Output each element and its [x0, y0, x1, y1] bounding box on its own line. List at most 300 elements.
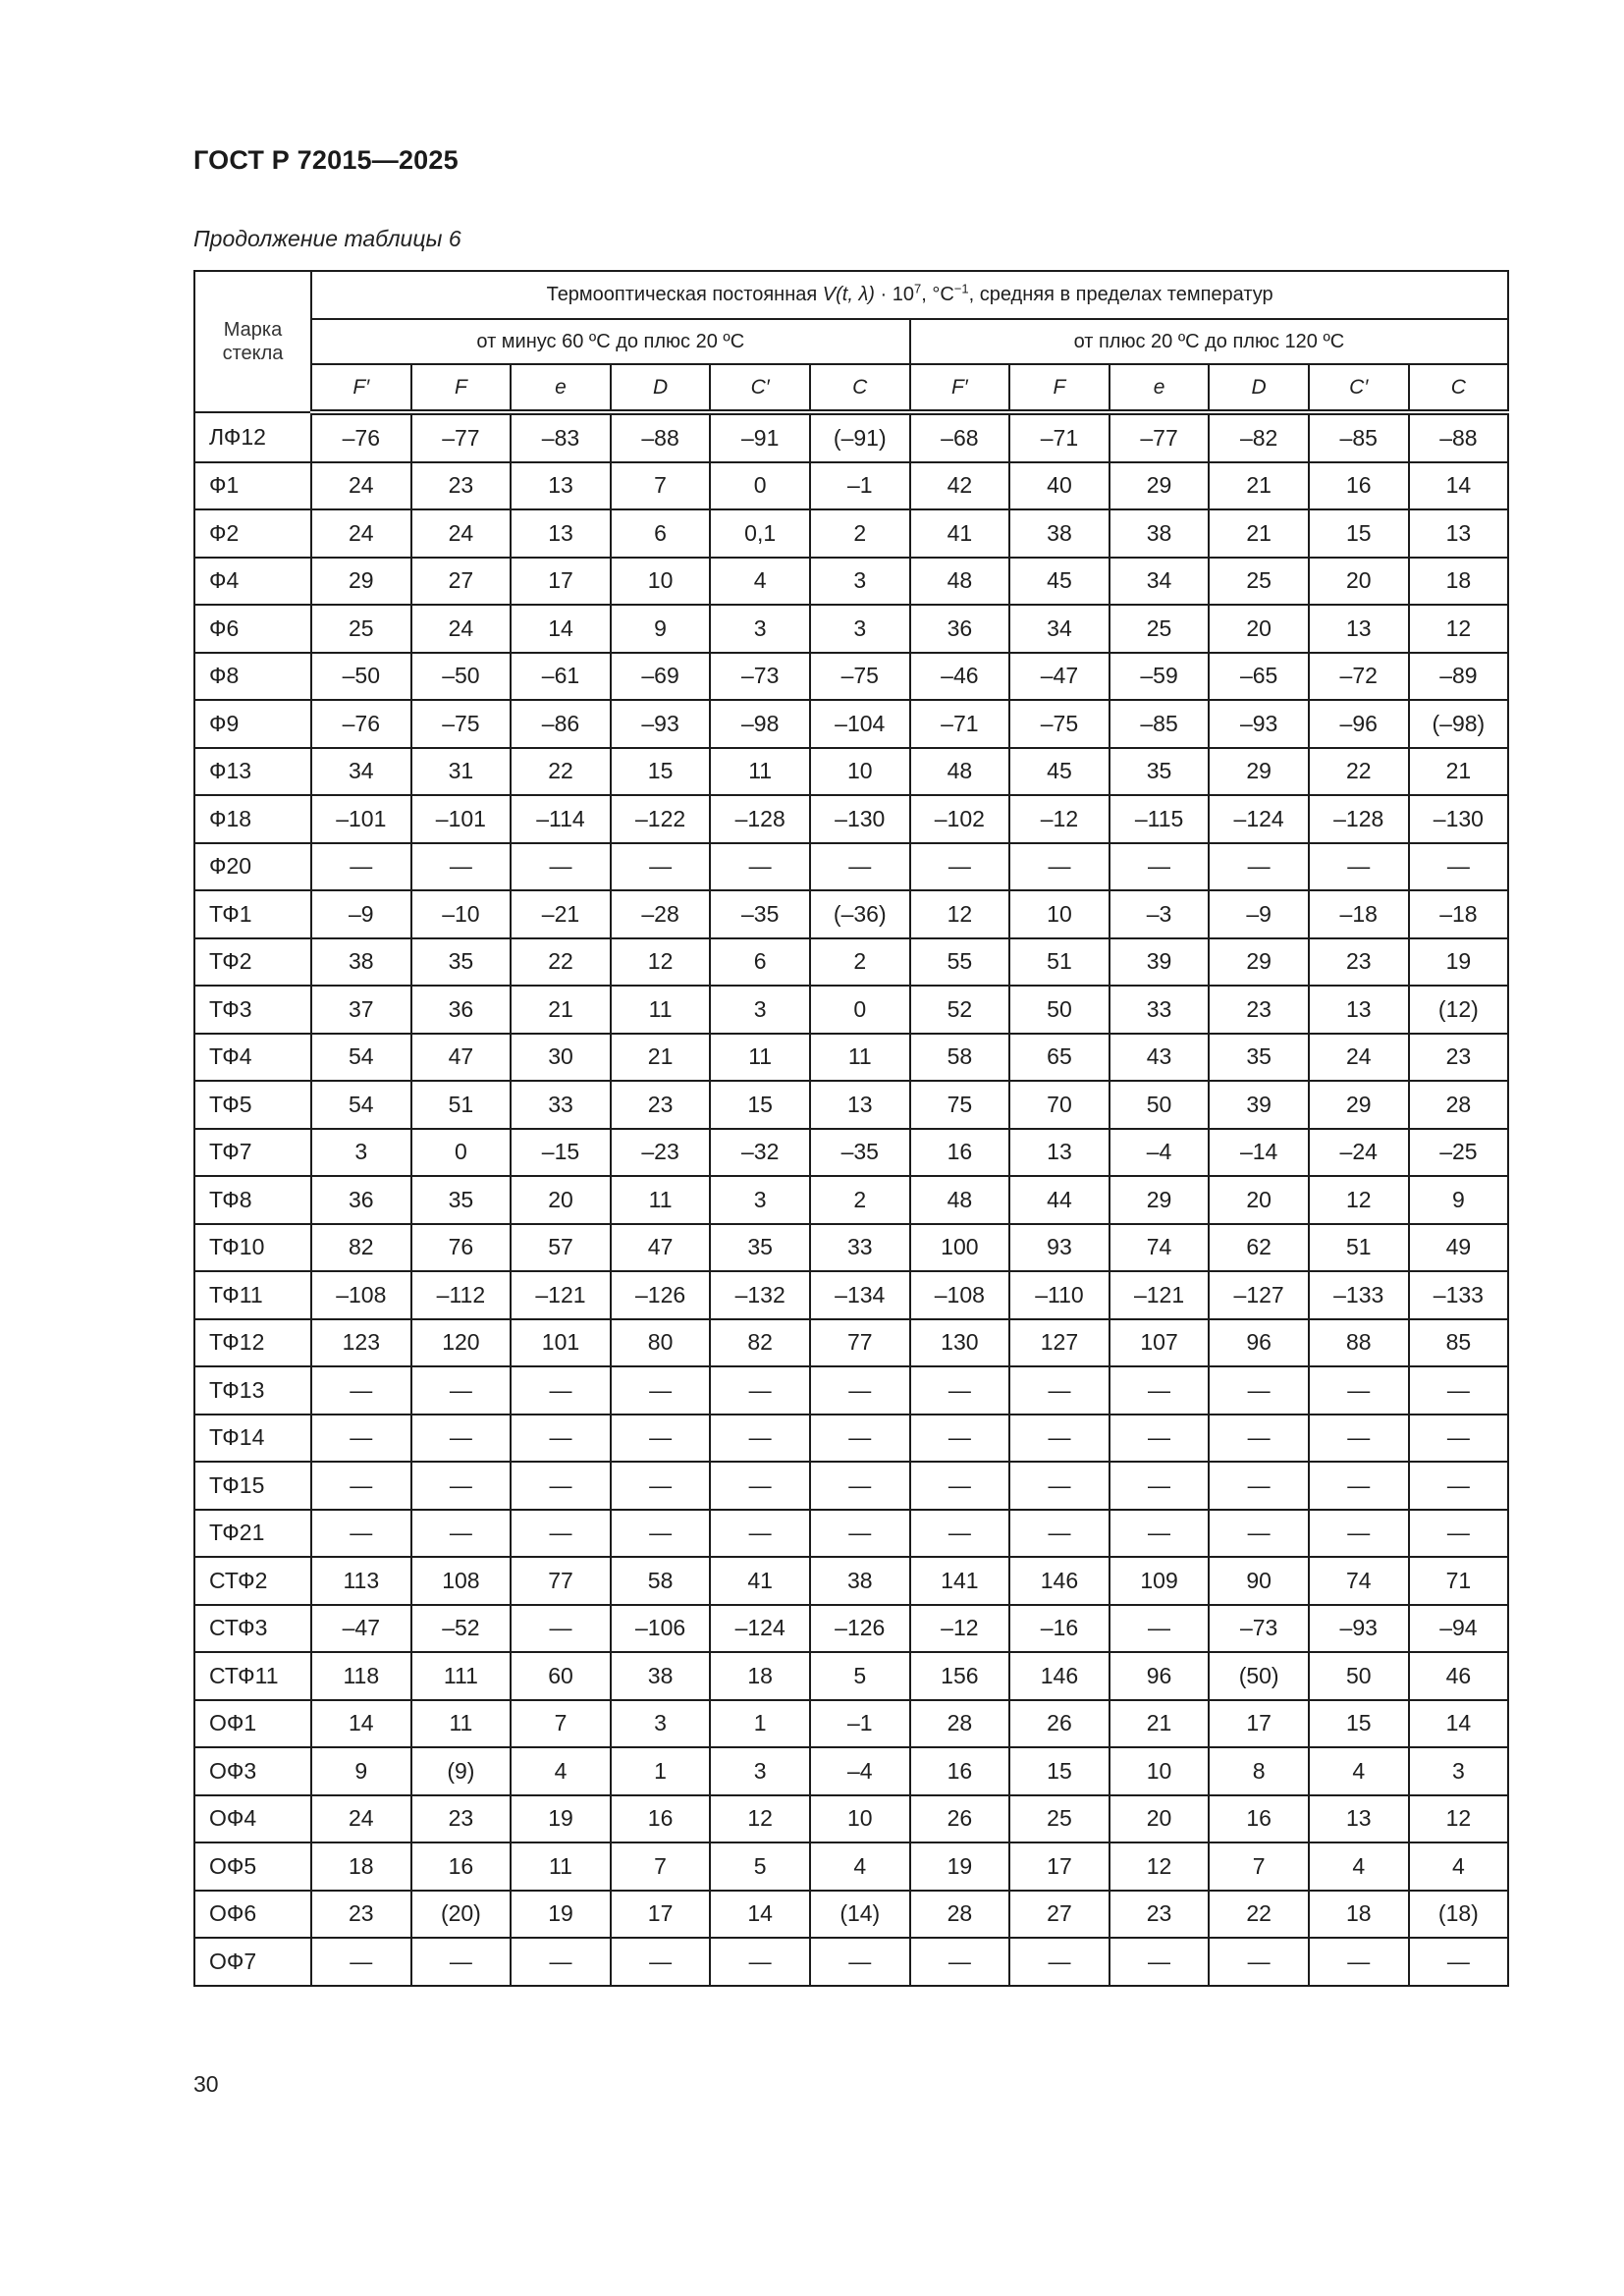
value-cell: 28: [910, 1700, 1010, 1748]
value-cell: 20: [511, 1176, 611, 1224]
value-cell: 12: [1309, 1176, 1409, 1224]
table-row: [194, 1129, 1508, 1177]
value-cell: 75: [910, 1081, 1010, 1129]
value-cell: (9): [411, 1747, 512, 1795]
value-cell: (12): [1409, 986, 1509, 1034]
value-cell: –16: [1009, 1605, 1110, 1653]
value-cell: 130: [910, 1319, 1010, 1367]
value-cell: 21: [1409, 748, 1509, 796]
value-cell: 41: [910, 509, 1010, 558]
value-cell: 17: [511, 558, 611, 606]
value-cell: 20: [1309, 558, 1409, 606]
value-cell: 17: [1209, 1700, 1309, 1748]
value-cell: 127: [1009, 1319, 1110, 1367]
value-cell: —: [910, 1415, 1010, 1463]
value-cell: 12: [710, 1795, 810, 1843]
value-cell: 6: [611, 509, 711, 558]
value-cell: —: [810, 1938, 910, 1986]
value-cell: 11: [710, 1034, 810, 1082]
value-cell: (20): [411, 1891, 512, 1939]
value-cell: 0: [710, 462, 810, 510]
glass-grade-cell: ТФ4: [194, 1034, 311, 1082]
value-cell: 15: [710, 1081, 810, 1129]
wavelength-header-cell: D: [611, 364, 711, 412]
value-cell: 38: [611, 1652, 711, 1700]
value-cell: 24: [1309, 1034, 1409, 1082]
value-cell: –4: [1110, 1129, 1210, 1177]
value-cell: –10: [411, 890, 512, 938]
value-cell: 111: [411, 1652, 512, 1700]
value-cell: 65: [1009, 1034, 1110, 1082]
value-cell: 13: [511, 462, 611, 510]
value-cell: 10: [611, 558, 711, 606]
value-cell: –93: [611, 700, 711, 748]
glass-grade-cell: ТФ14: [194, 1415, 311, 1463]
value-cell: —: [910, 1510, 1010, 1558]
value-cell: 30: [511, 1034, 611, 1082]
value-cell: 57: [511, 1224, 611, 1272]
value-cell: 26: [910, 1795, 1010, 1843]
glass-grade-cell: СТФ2: [194, 1557, 311, 1605]
value-cell: —: [910, 1938, 1010, 1986]
table-row: [194, 558, 1508, 606]
value-cell: 13: [1309, 986, 1409, 1034]
table-row: [194, 1891, 1508, 1939]
value-cell: —: [910, 843, 1010, 891]
value-cell: 113: [311, 1557, 411, 1605]
table-caption: Продолжение таблицы 6: [193, 226, 461, 251]
value-cell: —: [810, 843, 910, 891]
value-cell: 0: [810, 986, 910, 1034]
value-cell: 4: [810, 1842, 910, 1891]
value-cell: 46: [1409, 1652, 1509, 1700]
value-cell: 2: [810, 1176, 910, 1224]
value-cell: 70: [1009, 1081, 1110, 1129]
value-cell: –15: [511, 1129, 611, 1177]
value-cell: 7: [1209, 1842, 1309, 1891]
value-cell: –71: [1009, 412, 1110, 462]
value-cell: –72: [1309, 653, 1409, 701]
value-cell: –77: [1110, 412, 1210, 462]
value-cell: –121: [511, 1271, 611, 1319]
value-cell: 34: [1009, 605, 1110, 653]
value-cell: 54: [311, 1034, 411, 1082]
glass-grade-cell: ТФ13: [194, 1366, 311, 1415]
value-cell: –93: [1309, 1605, 1409, 1653]
value-cell: –128: [1309, 795, 1409, 843]
value-cell: 23: [411, 1795, 512, 1843]
value-cell: (18): [1409, 1891, 1509, 1939]
value-cell: —: [511, 1510, 611, 1558]
value-cell: 40: [1009, 462, 1110, 510]
value-cell: 7: [511, 1700, 611, 1748]
value-cell: 14: [511, 605, 611, 653]
value-cell: 20: [1209, 1176, 1309, 1224]
value-cell: (–36): [810, 890, 910, 938]
value-cell: –71: [910, 700, 1010, 748]
value-cell: —: [1209, 1462, 1309, 1510]
value-cell: 11: [411, 1700, 512, 1748]
value-cell: 50: [1309, 1652, 1409, 1700]
value-cell: –82: [1209, 412, 1309, 462]
value-cell: —: [1209, 1415, 1309, 1463]
value-cell: 23: [1209, 986, 1309, 1034]
value-cell: (–91): [810, 412, 910, 462]
value-cell: —: [810, 1415, 910, 1463]
main-header: Термооптическая постоянная V(t, $\lambda) \cdot 10^7$, $^\circ C^{-1}$, средняя в пределах температур: [311, 271, 1508, 319]
value-cell: 24: [311, 509, 411, 558]
value-cell: —: [1409, 1366, 1509, 1415]
value-cell: –85: [1309, 412, 1409, 462]
value-cell: —: [511, 1366, 611, 1415]
value-cell: —: [1009, 1462, 1110, 1510]
value-cell: –50: [311, 653, 411, 701]
value-cell: –132: [710, 1271, 810, 1319]
value-cell: 96: [1209, 1319, 1309, 1367]
value-cell: 14: [1409, 1700, 1509, 1748]
table-row: [194, 1034, 1508, 1082]
value-cell: –75: [1009, 700, 1110, 748]
value-cell: (50): [1209, 1652, 1309, 1700]
value-cell: 33: [1110, 986, 1210, 1034]
value-cell: –114: [511, 795, 611, 843]
value-cell: 25: [311, 605, 411, 653]
value-cell: 49: [1409, 1224, 1509, 1272]
value-cell: 19: [511, 1891, 611, 1939]
table-row: [194, 462, 1508, 510]
value-cell: 35: [411, 938, 512, 987]
value-cell: 9: [611, 605, 711, 653]
value-cell: –4: [810, 1747, 910, 1795]
value-cell: 21: [1209, 509, 1309, 558]
value-cell: 4: [1309, 1842, 1409, 1891]
value-cell: 21: [511, 986, 611, 1034]
value-cell: –108: [910, 1271, 1010, 1319]
value-cell: 24: [311, 462, 411, 510]
value-cell: –88: [611, 412, 711, 462]
value-cell: 4: [1409, 1842, 1509, 1891]
value-cell: —: [611, 1462, 711, 1510]
table-row: [194, 1510, 1508, 1558]
value-cell: 16: [1309, 462, 1409, 510]
value-cell: 33: [810, 1224, 910, 1272]
value-cell: 22: [1209, 1891, 1309, 1939]
value-cell: —: [910, 1462, 1010, 1510]
glass-grade-cell: ОФ5: [194, 1842, 311, 1891]
thermo-optical-constant-table: [193, 270, 1509, 1987]
value-cell: –121: [1110, 1271, 1210, 1319]
value-cell: 52: [910, 986, 1010, 1034]
glass-grade-cell: ЛФ12: [194, 412, 311, 462]
value-cell: –104: [810, 700, 910, 748]
value-cell: 25: [1209, 558, 1309, 606]
value-cell: 24: [411, 509, 512, 558]
value-cell: 16: [611, 1795, 711, 1843]
table-row: [194, 1938, 1508, 1986]
value-cell: 12: [910, 890, 1010, 938]
value-cell: 3: [311, 1129, 411, 1177]
value-cell: 10: [810, 1795, 910, 1843]
value-cell: –88: [1409, 412, 1509, 462]
value-cell: 23: [411, 462, 512, 510]
value-cell: 11: [710, 748, 810, 796]
wavelength-header-cell: F′: [311, 364, 411, 412]
glass-grade-cell: ОФ3: [194, 1747, 311, 1795]
value-cell: —: [810, 1462, 910, 1510]
table-row: [194, 795, 1508, 843]
value-cell: 44: [1009, 1176, 1110, 1224]
value-cell: 88: [1309, 1319, 1409, 1367]
value-cell: –9: [311, 890, 411, 938]
value-cell: —: [910, 1366, 1010, 1415]
glass-grade-cell: СТФ11: [194, 1652, 311, 1700]
value-cell: —: [1409, 1938, 1509, 1986]
table-row: [194, 1462, 1508, 1510]
value-cell: 27: [411, 558, 512, 606]
value-cell: 16: [910, 1747, 1010, 1795]
value-cell: 23: [1110, 1891, 1210, 1939]
value-cell: —: [1309, 1938, 1409, 1986]
value-cell: 3: [810, 558, 910, 606]
glass-grade-cell: ТФ10: [194, 1224, 311, 1272]
value-cell: —: [810, 1510, 910, 1558]
glass-grade-cell: ОФ4: [194, 1795, 311, 1843]
value-cell: 19: [1409, 938, 1509, 987]
value-cell: —: [611, 1366, 711, 1415]
table-row: [194, 938, 1508, 987]
value-cell: 20: [1110, 1795, 1210, 1843]
value-cell: 11: [611, 986, 711, 1034]
value-cell: 13: [1409, 509, 1509, 558]
value-cell: —: [1409, 1510, 1509, 1558]
value-cell: 12: [1409, 1795, 1509, 1843]
value-cell: –126: [810, 1605, 910, 1653]
value-cell: 100: [910, 1224, 1010, 1272]
value-cell: –32: [710, 1129, 810, 1177]
value-cell: 13: [1309, 1795, 1409, 1843]
glass-grade-cell: ТФ1: [194, 890, 311, 938]
value-cell: 2: [810, 938, 910, 987]
glass-grade-cell: ТФ7: [194, 1129, 311, 1177]
value-cell: 35: [1209, 1034, 1309, 1082]
value-cell: –77: [411, 412, 512, 462]
glass-grade-cell: ОФ1: [194, 1700, 311, 1748]
value-cell: 10: [1110, 1747, 1210, 1795]
value-cell: 3: [710, 1176, 810, 1224]
value-cell: —: [511, 1415, 611, 1463]
value-cell: –83: [511, 412, 611, 462]
value-cell: 16: [910, 1129, 1010, 1177]
document-header: ГОСТ Р 72015—2025: [193, 145, 459, 175]
glass-grade-cell: ТФ2: [194, 938, 311, 987]
value-cell: –89: [1409, 653, 1509, 701]
value-cell: —: [311, 1415, 411, 1463]
table-row: [194, 1366, 1508, 1415]
value-cell: –73: [1209, 1605, 1309, 1653]
wavelength-header-cell: C′: [710, 364, 810, 412]
value-cell: 62: [1209, 1224, 1309, 1272]
value-cell: —: [1209, 843, 1309, 891]
value-cell: —: [1110, 843, 1210, 891]
value-cell: 108: [411, 1557, 512, 1605]
glass-grade-cell: Ф20: [194, 843, 311, 891]
value-cell: —: [311, 1938, 411, 1986]
wavelength-header-cell: F′: [910, 364, 1010, 412]
value-cell: –52: [411, 1605, 512, 1653]
value-cell: —: [611, 843, 711, 891]
value-cell: 24: [411, 605, 512, 653]
value-cell: –73: [710, 653, 810, 701]
value-cell: –75: [810, 653, 910, 701]
glass-grade-cell: Ф8: [194, 653, 311, 701]
table-row: [194, 1557, 1508, 1605]
value-cell: 14: [1409, 462, 1509, 510]
value-cell: 16: [1209, 1795, 1309, 1843]
value-cell: –134: [810, 1271, 910, 1319]
glass-grade-cell: ТФ12: [194, 1319, 311, 1367]
value-cell: 35: [710, 1224, 810, 1272]
value-cell: 24: [311, 1795, 411, 1843]
value-cell: 45: [1009, 558, 1110, 606]
value-cell: —: [1209, 1366, 1309, 1415]
glass-grade-cell: СТФ3: [194, 1605, 311, 1653]
value-cell: —: [411, 1366, 512, 1415]
value-cell: —: [311, 1366, 411, 1415]
value-cell: 19: [511, 1795, 611, 1843]
value-cell: —: [1110, 1415, 1210, 1463]
value-cell: 141: [910, 1557, 1010, 1605]
value-cell: 76: [411, 1224, 512, 1272]
value-cell: 3: [611, 1700, 711, 1748]
value-cell: 36: [910, 605, 1010, 653]
value-cell: —: [511, 1605, 611, 1653]
value-cell: –35: [810, 1129, 910, 1177]
value-cell: 21: [1209, 462, 1309, 510]
value-cell: –91: [710, 412, 810, 462]
value-cell: 33: [511, 1081, 611, 1129]
value-cell: 13: [511, 509, 611, 558]
value-cell: –23: [611, 1129, 711, 1177]
range-header-high: от плюс 20 ºС до плюс 120 ºС: [910, 319, 1509, 364]
value-cell: (–98): [1409, 700, 1509, 748]
value-cell: 29: [311, 558, 411, 606]
value-cell: 3: [710, 1747, 810, 1795]
value-cell: 7: [611, 1842, 711, 1891]
table-row: [194, 1271, 1508, 1319]
wavelength-header-cell: C: [810, 364, 910, 412]
value-cell: —: [611, 1415, 711, 1463]
value-cell: –47: [311, 1605, 411, 1653]
value-cell: 26: [1009, 1700, 1110, 1748]
value-cell: 13: [1009, 1129, 1110, 1177]
value-cell: 15: [1309, 1700, 1409, 1748]
value-cell: 4: [1309, 1747, 1409, 1795]
value-cell: —: [1409, 843, 1509, 891]
value-cell: 4: [511, 1747, 611, 1795]
value-cell: –75: [411, 700, 512, 748]
value-cell: 42: [910, 462, 1010, 510]
value-cell: 23: [311, 1891, 411, 1939]
value-cell: –102: [910, 795, 1010, 843]
value-cell: 146: [1009, 1652, 1110, 1700]
page-number: 30: [193, 2071, 219, 2097]
value-cell: –9: [1209, 890, 1309, 938]
value-cell: 25: [1009, 1795, 1110, 1843]
value-cell: –47: [1009, 653, 1110, 701]
table-row: [194, 890, 1508, 938]
value-cell: –106: [611, 1605, 711, 1653]
grade-header-line2: стекла: [222, 343, 284, 364]
value-cell: —: [611, 1938, 711, 1986]
glass-grade-cell: ТФ11: [194, 1271, 311, 1319]
value-cell: 18: [1409, 558, 1509, 606]
value-cell: 13: [1309, 605, 1409, 653]
glass-grade-cell: Ф9: [194, 700, 311, 748]
value-cell: 10: [1009, 890, 1110, 938]
value-cell: —: [411, 1510, 512, 1558]
value-cell: 80: [611, 1319, 711, 1367]
value-cell: –93: [1209, 700, 1309, 748]
value-cell: 96: [1110, 1652, 1210, 1700]
value-cell: 77: [511, 1557, 611, 1605]
value-cell: –3: [1110, 890, 1210, 938]
value-cell: 82: [311, 1224, 411, 1272]
value-cell: 35: [1110, 748, 1210, 796]
value-cell: –1: [810, 462, 910, 510]
value-cell: 28: [910, 1891, 1010, 1939]
value-cell: –24: [1309, 1129, 1409, 1177]
wavelength-header-cell: e: [511, 364, 611, 412]
value-cell: 47: [611, 1224, 711, 1272]
value-cell: —: [1309, 1462, 1409, 1510]
value-cell: –68: [910, 412, 1010, 462]
value-cell: 14: [311, 1700, 411, 1748]
value-cell: —: [411, 1462, 512, 1510]
value-cell: 118: [311, 1652, 411, 1700]
wavelength-header-cell: C: [1409, 364, 1509, 412]
value-cell: 29: [1209, 748, 1309, 796]
value-cell: —: [1110, 1510, 1210, 1558]
value-cell: 12: [611, 938, 711, 987]
value-cell: 0,1: [710, 509, 810, 558]
value-cell: —: [710, 1510, 810, 1558]
value-cell: –130: [810, 795, 910, 843]
value-cell: 15: [611, 748, 711, 796]
value-cell: (14): [810, 1891, 910, 1939]
value-cell: —: [710, 1938, 810, 1986]
value-cell: 12: [1110, 1842, 1210, 1891]
table-row: [194, 1176, 1508, 1224]
value-cell: 11: [810, 1034, 910, 1082]
value-cell: 120: [411, 1319, 512, 1367]
glass-grade-cell: ТФ21: [194, 1510, 311, 1558]
value-cell: 18: [710, 1652, 810, 1700]
value-cell: —: [1309, 1510, 1409, 1558]
value-cell: —: [1009, 1510, 1110, 1558]
value-cell: —: [1110, 1366, 1210, 1415]
value-cell: 25: [1110, 605, 1210, 653]
value-cell: 22: [1309, 748, 1409, 796]
value-cell: –101: [411, 795, 512, 843]
value-cell: 22: [511, 938, 611, 987]
table-row: [194, 1747, 1508, 1795]
value-cell: —: [1009, 1415, 1110, 1463]
value-cell: –1: [810, 1700, 910, 1748]
value-cell: —: [1309, 843, 1409, 891]
value-cell: 31: [411, 748, 512, 796]
value-cell: –122: [611, 795, 711, 843]
value-cell: 107: [1110, 1319, 1210, 1367]
